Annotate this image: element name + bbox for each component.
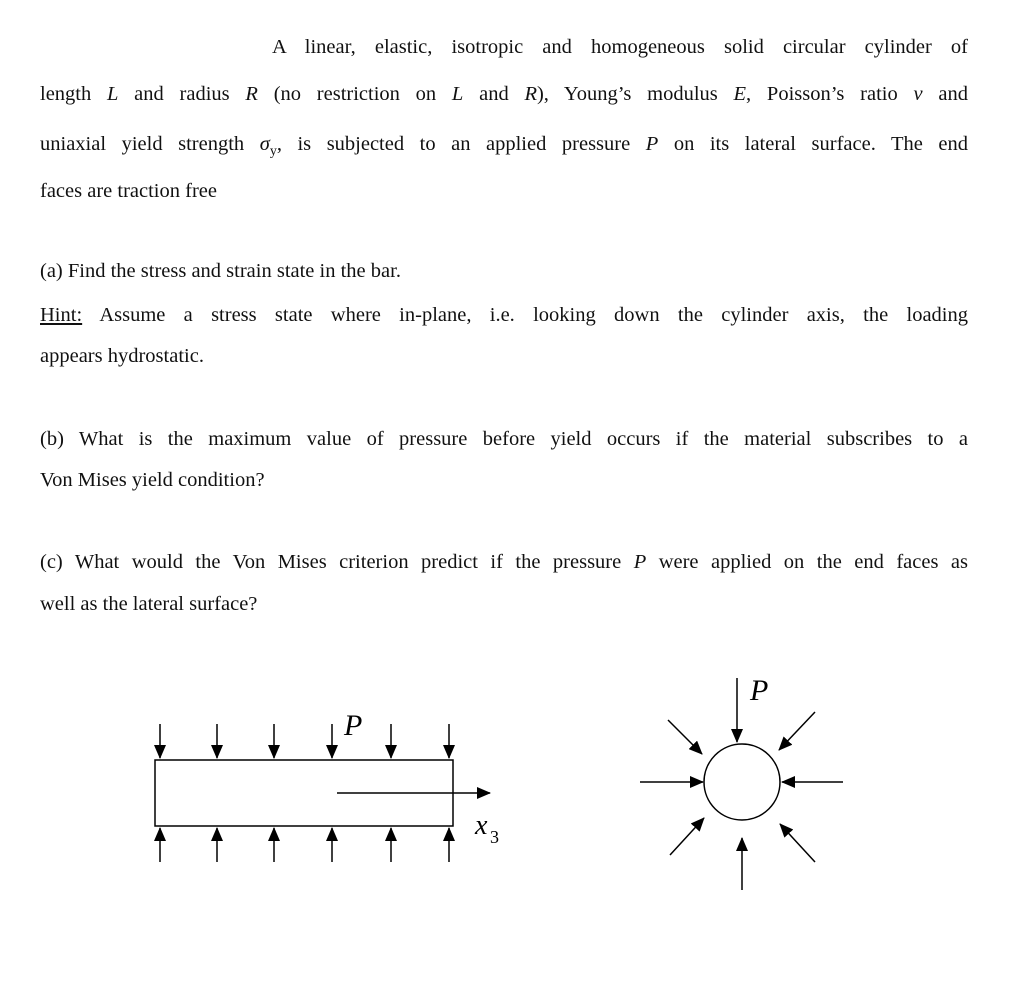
- var-P: P: [633, 551, 647, 573]
- label-P-end: P: [750, 674, 769, 707]
- question-b-line-2: Von Mises yield condition?: [40, 469, 265, 491]
- t: and: [922, 83, 968, 105]
- var-R: R: [524, 83, 537, 105]
- label-P-side: P: [344, 709, 363, 742]
- cross-section-circle: [704, 744, 780, 820]
- radial-pressure-arrows: [640, 678, 843, 890]
- t: (c) What would the Von Mises criterion predict if the pressure: [40, 551, 634, 573]
- var-P: P: [645, 133, 659, 155]
- t: (no restriction on: [257, 83, 452, 105]
- label-x-subscript: 3: [490, 827, 499, 847]
- question-c-line-2: well as the lateral surface?: [40, 593, 258, 615]
- var-L: L: [107, 83, 119, 105]
- t: Assume a stress state where in-plane, i.e. looking down the cylinder axis, the loading: [82, 304, 968, 326]
- sub-y: y: [269, 144, 277, 160]
- intro-line-4: faces are traction free: [40, 180, 217, 202]
- bottom-pressure-arrows: [160, 828, 449, 862]
- t: were applied on the end faces as: [646, 551, 968, 573]
- var-L: L: [451, 83, 464, 105]
- t: , is subjected to an applied pressure: [276, 133, 646, 155]
- t: , Poisson’s ratio: [746, 83, 914, 105]
- t: on its lateral surface. The end: [658, 133, 968, 155]
- t: ), Young’s modulus: [536, 83, 734, 105]
- question-a: (a) Find the stress and strain state in the bar.: [40, 260, 401, 282]
- t: and: [463, 83, 525, 105]
- t: length: [40, 83, 108, 105]
- hint-line-2: appears hydrostatic.: [40, 345, 204, 367]
- intro-text: A linear, elastic, isotropic and homogeneous solid circular cylinder of: [272, 36, 968, 58]
- question-b-line-1: (b) What is the maximum value of pressure before yield occurs if the material subscribes to a: [40, 428, 968, 450]
- hint-label: Hint:: [40, 304, 83, 326]
- t: and radius: [118, 83, 246, 105]
- label-x: x: [475, 810, 488, 841]
- var-E: E: [733, 83, 747, 105]
- var-sigma: σ: [259, 133, 270, 155]
- top-pressure-arrows: [160, 724, 449, 758]
- t: uniaxial yield strength: [40, 133, 260, 155]
- var-R: R: [245, 83, 258, 105]
- var-nu: ν: [913, 83, 923, 105]
